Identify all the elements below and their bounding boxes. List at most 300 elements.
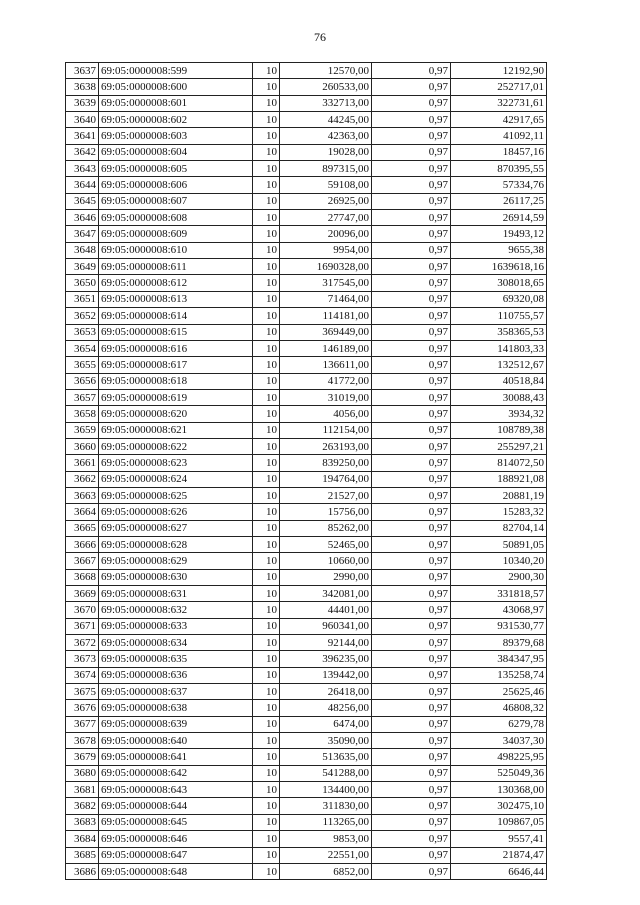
rate-cell: 10 <box>253 798 280 814</box>
rate-cell: 10 <box>253 536 280 552</box>
table-row <box>66 602 547 618</box>
value-cell: 960341,00 <box>280 618 372 634</box>
table-row <box>66 863 547 879</box>
cadastral-number-cell: 69:05:0000008:626 <box>99 504 253 520</box>
result-cell: 26914,59 <box>451 210 547 226</box>
coefficient-cell: 0,97 <box>372 210 451 226</box>
value-cell: 146189,00 <box>280 340 372 356</box>
value-cell: 897315,00 <box>280 161 372 177</box>
rate-cell: 10 <box>253 79 280 95</box>
coefficient-cell: 0,97 <box>372 504 451 520</box>
table-row <box>66 471 547 487</box>
value-cell: 9954,00 <box>280 242 372 258</box>
rate-cell: 10 <box>253 814 280 830</box>
table-row <box>66 389 547 405</box>
rate-cell: 10 <box>253 569 280 585</box>
result-cell: 25625,46 <box>451 684 547 700</box>
value-cell: 6852,00 <box>280 863 372 879</box>
row-number-cell: 3659 <box>66 422 99 438</box>
rate-cell: 10 <box>253 863 280 879</box>
table-row <box>66 847 547 863</box>
cadastral-number-cell: 69:05:0000008:619 <box>99 389 253 405</box>
table-row <box>66 487 547 503</box>
table-row <box>66 782 547 798</box>
cadastral-number-cell: 69:05:0000008:630 <box>99 569 253 585</box>
coefficient-cell: 0,97 <box>372 536 451 552</box>
table-row <box>66 226 547 242</box>
result-cell: 40518,84 <box>451 373 547 389</box>
coefficient-cell: 0,97 <box>372 618 451 634</box>
row-number-cell: 3664 <box>66 504 99 520</box>
rate-cell: 10 <box>253 667 280 683</box>
row-number-cell: 3670 <box>66 602 99 618</box>
result-cell: 308018,65 <box>451 275 547 291</box>
cadastral-number-cell: 69:05:0000008:631 <box>99 586 253 602</box>
cadastral-number-cell: 69:05:0000008:644 <box>99 798 253 814</box>
rate-cell: 10 <box>253 275 280 291</box>
coefficient-cell: 0,97 <box>372 79 451 95</box>
rate-cell: 10 <box>253 635 280 651</box>
table-row <box>66 161 547 177</box>
coefficient-cell: 0,97 <box>372 782 451 798</box>
coefficient-cell: 0,97 <box>372 291 451 307</box>
value-cell: 332713,00 <box>280 95 372 111</box>
rate-cell: 10 <box>253 733 280 749</box>
row-number-cell: 3674 <box>66 667 99 683</box>
coefficient-cell: 0,97 <box>372 831 451 847</box>
cadastral-number-cell: 69:05:0000008:625 <box>99 487 253 503</box>
rate-cell: 10 <box>253 684 280 700</box>
row-number-cell: 3648 <box>66 242 99 258</box>
table-row <box>66 144 547 160</box>
row-number-cell: 3672 <box>66 635 99 651</box>
row-number-cell: 3678 <box>66 733 99 749</box>
rate-cell: 10 <box>253 847 280 863</box>
row-number-cell: 3680 <box>66 765 99 781</box>
cadastral-number-cell: 69:05:0000008:629 <box>99 553 253 569</box>
result-cell: 9655,38 <box>451 242 547 258</box>
row-number-cell: 3645 <box>66 193 99 209</box>
row-number-cell: 3683 <box>66 814 99 830</box>
cadastral-number-cell: 69:05:0000008:627 <box>99 520 253 536</box>
table-row <box>66 635 547 651</box>
cadastral-number-cell: 69:05:0000008:639 <box>99 716 253 732</box>
rate-cell: 10 <box>253 112 280 128</box>
cadastral-number-cell: 69:05:0000008:612 <box>99 275 253 291</box>
table-row <box>66 291 547 307</box>
coefficient-cell: 0,97 <box>372 569 451 585</box>
rate-cell: 10 <box>253 553 280 569</box>
cadastral-number-cell: 69:05:0000008:600 <box>99 79 253 95</box>
result-cell: 82704,14 <box>451 520 547 536</box>
rate-cell: 10 <box>253 144 280 160</box>
value-cell: 31019,00 <box>280 389 372 405</box>
rate-cell: 10 <box>253 226 280 242</box>
coefficient-cell: 0,97 <box>372 324 451 340</box>
coefficient-cell: 0,97 <box>372 226 451 242</box>
value-cell: 260533,00 <box>280 79 372 95</box>
table-body <box>66 63 547 880</box>
row-number-cell: 3655 <box>66 357 99 373</box>
cadastral-number-cell: 69:05:0000008:608 <box>99 210 253 226</box>
rate-cell: 10 <box>253 471 280 487</box>
result-cell: 331818,57 <box>451 586 547 602</box>
rate-cell: 10 <box>253 259 280 275</box>
row-number-cell: 3681 <box>66 782 99 798</box>
table-row <box>66 667 547 683</box>
value-cell: 48256,00 <box>280 700 372 716</box>
table-row <box>66 259 547 275</box>
rate-cell: 10 <box>253 504 280 520</box>
cadastral-number-cell: 69:05:0000008:634 <box>99 635 253 651</box>
coefficient-cell: 0,97 <box>372 259 451 275</box>
value-cell: 59108,00 <box>280 177 372 193</box>
coefficient-cell: 0,97 <box>372 308 451 324</box>
cadastral-number-cell: 69:05:0000008:611 <box>99 259 253 275</box>
coefficient-cell: 0,97 <box>372 455 451 471</box>
result-cell: 34037,30 <box>451 733 547 749</box>
cadastral-number-cell: 69:05:0000008:628 <box>99 536 253 552</box>
coefficient-cell: 0,97 <box>372 716 451 732</box>
coefficient-cell: 0,97 <box>372 667 451 683</box>
value-cell: 396235,00 <box>280 651 372 667</box>
rate-cell: 10 <box>253 291 280 307</box>
rate-cell: 10 <box>253 308 280 324</box>
cadastral-number-cell: 69:05:0000008:602 <box>99 112 253 128</box>
row-number-cell: 3657 <box>66 389 99 405</box>
coefficient-cell: 0,97 <box>372 389 451 405</box>
result-cell: 302475,10 <box>451 798 547 814</box>
value-cell: 85262,00 <box>280 520 372 536</box>
value-cell: 6474,00 <box>280 716 372 732</box>
row-number-cell: 3637 <box>66 63 99 79</box>
coefficient-cell: 0,97 <box>372 161 451 177</box>
row-number-cell: 3647 <box>66 226 99 242</box>
cadastral-number-cell: 69:05:0000008:633 <box>99 618 253 634</box>
rate-cell: 10 <box>253 455 280 471</box>
table-row <box>66 95 547 111</box>
cadastral-number-cell: 69:05:0000008:645 <box>99 814 253 830</box>
result-cell: 12192,90 <box>451 63 547 79</box>
cadastral-number-cell: 69:05:0000008:618 <box>99 373 253 389</box>
result-cell: 46808,32 <box>451 700 547 716</box>
result-cell: 19493,12 <box>451 226 547 242</box>
result-cell: 498225,95 <box>451 749 547 765</box>
cadastral-number-cell: 69:05:0000008:624 <box>99 471 253 487</box>
result-cell: 43068,97 <box>451 602 547 618</box>
rate-cell: 10 <box>253 95 280 111</box>
result-cell: 20881,19 <box>451 487 547 503</box>
row-number-cell: 3644 <box>66 177 99 193</box>
coefficient-cell: 0,97 <box>372 406 451 422</box>
value-cell: 44401,00 <box>280 602 372 618</box>
coefficient-cell: 0,97 <box>372 847 451 863</box>
rate-cell: 10 <box>253 422 280 438</box>
table-row <box>66 569 547 585</box>
row-number-cell: 3654 <box>66 340 99 356</box>
result-cell: 108789,38 <box>451 422 547 438</box>
rate-cell: 10 <box>253 357 280 373</box>
result-cell: 57334,76 <box>451 177 547 193</box>
row-number-cell: 3662 <box>66 471 99 487</box>
cadastral-number-cell: 69:05:0000008:648 <box>99 863 253 879</box>
cadastral-number-cell: 69:05:0000008:610 <box>99 242 253 258</box>
coefficient-cell: 0,97 <box>372 602 451 618</box>
result-cell: 30088,43 <box>451 389 547 405</box>
row-number-cell: 3638 <box>66 79 99 95</box>
row-number-cell: 3646 <box>66 210 99 226</box>
coefficient-cell: 0,97 <box>372 144 451 160</box>
value-cell: 44245,00 <box>280 112 372 128</box>
coefficient-cell: 0,97 <box>372 95 451 111</box>
coefficient-cell: 0,97 <box>372 520 451 536</box>
coefficient-cell: 0,97 <box>372 128 451 144</box>
cadastral-number-cell: 69:05:0000008:632 <box>99 602 253 618</box>
value-cell: 134400,00 <box>280 782 372 798</box>
result-cell: 322731,61 <box>451 95 547 111</box>
table-row <box>66 406 547 422</box>
result-cell: 814072,50 <box>451 455 547 471</box>
rate-cell: 10 <box>253 324 280 340</box>
row-number-cell: 3639 <box>66 95 99 111</box>
cadastral-number-cell: 69:05:0000008:637 <box>99 684 253 700</box>
value-cell: 42363,00 <box>280 128 372 144</box>
rate-cell: 10 <box>253 782 280 798</box>
result-cell: 15283,32 <box>451 504 547 520</box>
table-row <box>66 798 547 814</box>
row-number-cell: 3675 <box>66 684 99 700</box>
rate-cell: 10 <box>253 749 280 765</box>
cadastral-number-cell: 69:05:0000008:601 <box>99 95 253 111</box>
coefficient-cell: 0,97 <box>372 275 451 291</box>
result-cell: 931530,77 <box>451 618 547 634</box>
result-cell: 132512,67 <box>451 357 547 373</box>
cadastral-number-cell: 69:05:0000008:615 <box>99 324 253 340</box>
row-number-cell: 3676 <box>66 700 99 716</box>
cadastral-number-cell: 69:05:0000008:621 <box>99 422 253 438</box>
table-row <box>66 814 547 830</box>
row-number-cell: 3651 <box>66 291 99 307</box>
table-row <box>66 128 547 144</box>
cadastral-number-cell: 69:05:0000008:613 <box>99 291 253 307</box>
table-row <box>66 651 547 667</box>
table-row <box>66 112 547 128</box>
rate-cell: 10 <box>253 373 280 389</box>
row-number-cell: 3658 <box>66 406 99 422</box>
rate-cell: 10 <box>253 438 280 454</box>
row-number-cell: 3652 <box>66 308 99 324</box>
rate-cell: 10 <box>253 177 280 193</box>
rate-cell: 10 <box>253 716 280 732</box>
result-cell: 135258,74 <box>451 667 547 683</box>
coefficient-cell: 0,97 <box>372 112 451 128</box>
result-cell: 69320,08 <box>451 291 547 307</box>
value-cell: 112154,00 <box>280 422 372 438</box>
rate-cell: 10 <box>253 487 280 503</box>
result-cell: 3934,32 <box>451 406 547 422</box>
table-row <box>66 831 547 847</box>
table-row <box>66 716 547 732</box>
cadastral-number-cell: 69:05:0000008:640 <box>99 733 253 749</box>
table-row <box>66 210 547 226</box>
coefficient-cell: 0,97 <box>372 487 451 503</box>
value-cell: 311830,00 <box>280 798 372 814</box>
row-number-cell: 3685 <box>66 847 99 863</box>
result-cell: 18457,16 <box>451 144 547 160</box>
cadastral-number-cell: 69:05:0000008:638 <box>99 700 253 716</box>
rate-cell: 10 <box>253 651 280 667</box>
value-cell: 22551,00 <box>280 847 372 863</box>
rate-cell: 10 <box>253 340 280 356</box>
result-cell: 6646,44 <box>451 863 547 879</box>
coefficient-cell: 0,97 <box>372 438 451 454</box>
rate-cell: 10 <box>253 161 280 177</box>
result-cell: 2900,30 <box>451 569 547 585</box>
cadastral-number-cell: 69:05:0000008:604 <box>99 144 253 160</box>
row-number-cell: 3660 <box>66 438 99 454</box>
table-row <box>66 455 547 471</box>
coefficient-cell: 0,97 <box>372 471 451 487</box>
coefficient-cell: 0,97 <box>372 700 451 716</box>
rate-cell: 10 <box>253 63 280 79</box>
cadastral-number-cell: 69:05:0000008:603 <box>99 128 253 144</box>
coefficient-cell: 0,97 <box>372 373 451 389</box>
value-cell: 369449,00 <box>280 324 372 340</box>
rate-cell: 10 <box>253 700 280 716</box>
table-row <box>66 733 547 749</box>
table-row <box>66 275 547 291</box>
table-row <box>66 684 547 700</box>
table-row <box>66 340 547 356</box>
row-number-cell: 3640 <box>66 112 99 128</box>
value-cell: 1690328,00 <box>280 259 372 275</box>
coefficient-cell: 0,97 <box>372 651 451 667</box>
cadastral-number-cell: 69:05:0000008:607 <box>99 193 253 209</box>
table-row <box>66 520 547 536</box>
row-number-cell: 3653 <box>66 324 99 340</box>
result-cell: 384347,95 <box>451 651 547 667</box>
cadastral-number-cell: 69:05:0000008:614 <box>99 308 253 324</box>
coefficient-cell: 0,97 <box>372 749 451 765</box>
value-cell: 20096,00 <box>280 226 372 242</box>
table-row <box>66 504 547 520</box>
cadastral-number-cell: 69:05:0000008:605 <box>99 161 253 177</box>
value-cell: 113265,00 <box>280 814 372 830</box>
table-row <box>66 193 547 209</box>
value-cell: 513635,00 <box>280 749 372 765</box>
row-number-cell: 3642 <box>66 144 99 160</box>
cadastral-number-cell: 69:05:0000008:606 <box>99 177 253 193</box>
result-cell: 21874,47 <box>451 847 547 863</box>
table-row <box>66 553 547 569</box>
result-cell: 188921,08 <box>451 471 547 487</box>
coefficient-cell: 0,97 <box>372 357 451 373</box>
value-cell: 839250,00 <box>280 455 372 471</box>
result-cell: 870395,55 <box>451 161 547 177</box>
cadastral-number-cell: 69:05:0000008:635 <box>99 651 253 667</box>
result-cell: 525049,36 <box>451 765 547 781</box>
rate-cell: 10 <box>253 765 280 781</box>
result-cell: 6279,78 <box>451 716 547 732</box>
value-cell: 317545,00 <box>280 275 372 291</box>
coefficient-cell: 0,97 <box>372 863 451 879</box>
table-row <box>66 700 547 716</box>
result-cell: 89379,68 <box>451 635 547 651</box>
cadastral-number-cell: 69:05:0000008:636 <box>99 667 253 683</box>
rate-cell: 10 <box>253 242 280 258</box>
coefficient-cell: 0,97 <box>372 242 451 258</box>
value-cell: 92144,00 <box>280 635 372 651</box>
cadastral-number-cell: 69:05:0000008:647 <box>99 847 253 863</box>
result-cell: 26117,25 <box>451 193 547 209</box>
result-cell: 109867,05 <box>451 814 547 830</box>
table-row <box>66 438 547 454</box>
rate-cell: 10 <box>253 602 280 618</box>
result-cell: 42917,65 <box>451 112 547 128</box>
row-number-cell: 3649 <box>66 259 99 275</box>
row-number-cell: 3686 <box>66 863 99 879</box>
coefficient-cell: 0,97 <box>372 63 451 79</box>
table-row <box>66 324 547 340</box>
value-cell: 4056,00 <box>280 406 372 422</box>
rate-cell: 10 <box>253 389 280 405</box>
value-cell: 41772,00 <box>280 373 372 389</box>
value-cell: 139442,00 <box>280 667 372 683</box>
rate-cell: 10 <box>253 520 280 536</box>
coefficient-cell: 0,97 <box>372 765 451 781</box>
value-cell: 541288,00 <box>280 765 372 781</box>
value-cell: 9853,00 <box>280 831 372 847</box>
table-row <box>66 357 547 373</box>
row-number-cell: 3643 <box>66 161 99 177</box>
value-cell: 21527,00 <box>280 487 372 503</box>
table-row <box>66 749 547 765</box>
value-cell: 35090,00 <box>280 733 372 749</box>
value-cell: 114181,00 <box>280 308 372 324</box>
value-cell: 19028,00 <box>280 144 372 160</box>
coefficient-cell: 0,97 <box>372 814 451 830</box>
row-number-cell: 3677 <box>66 716 99 732</box>
cadastral-number-cell: 69:05:0000008:623 <box>99 455 253 471</box>
cadastral-number-cell: 69:05:0000008:616 <box>99 340 253 356</box>
table-row <box>66 308 547 324</box>
row-number-cell: 3669 <box>66 586 99 602</box>
rate-cell: 10 <box>253 210 280 226</box>
value-cell: 26418,00 <box>280 684 372 700</box>
row-number-cell: 3668 <box>66 569 99 585</box>
rate-cell: 10 <box>253 831 280 847</box>
row-number-cell: 3663 <box>66 487 99 503</box>
value-cell: 2990,00 <box>280 569 372 585</box>
cadastral-number-cell: 69:05:0000008:642 <box>99 765 253 781</box>
rate-cell: 10 <box>253 406 280 422</box>
cadastral-number-cell: 69:05:0000008:622 <box>99 438 253 454</box>
value-cell: 52465,00 <box>280 536 372 552</box>
row-number-cell: 3666 <box>66 536 99 552</box>
result-cell: 141803,33 <box>451 340 547 356</box>
value-cell: 342081,00 <box>280 586 372 602</box>
coefficient-cell: 0,97 <box>372 684 451 700</box>
coefficient-cell: 0,97 <box>372 193 451 209</box>
result-cell: 130368,00 <box>451 782 547 798</box>
coefficient-cell: 0,97 <box>372 635 451 651</box>
rate-cell: 10 <box>253 128 280 144</box>
cadastral-number-cell: 69:05:0000008:620 <box>99 406 253 422</box>
rate-cell: 10 <box>253 618 280 634</box>
value-cell: 194764,00 <box>280 471 372 487</box>
coefficient-cell: 0,97 <box>372 422 451 438</box>
coefficient-cell: 0,97 <box>372 340 451 356</box>
